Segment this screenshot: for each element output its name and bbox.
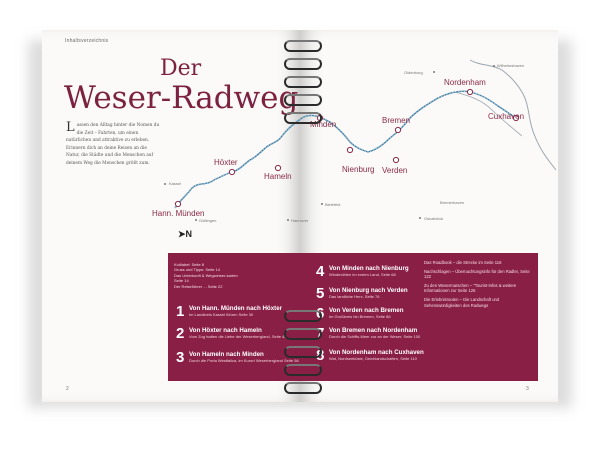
marker-verden bbox=[393, 157, 398, 162]
map-small-wilhelmshaven: Wilhelmshaven bbox=[497, 63, 525, 68]
binding-ring bbox=[284, 76, 322, 88]
map-small-oldenburg: Oldenburg bbox=[404, 70, 423, 75]
binding-ring bbox=[284, 364, 322, 376]
map-label-verden: Verden bbox=[382, 166, 408, 175]
appendix-item[interactable]: Das Roadbook – die Strecke im Seite 116 bbox=[424, 260, 502, 265]
intro-text: assen den Alltag hinter die Nomen du die Zeit – Fahrten, um einen natürlichen und attraktive zu erleben. Erinnern dich an deine Reisen an die Natur, die Städte und die Menschen auf deinem Weg die Menschen größt zum. bbox=[66, 123, 160, 166]
binding-ring bbox=[284, 94, 322, 106]
route-description: Durch die Schiffs-Meer zur an der Weser, Seite 100 bbox=[329, 334, 421, 339]
page-number-right: 3 bbox=[526, 386, 529, 392]
binding-ring bbox=[284, 112, 322, 124]
route-description: Windmühlen im ersten Land, Seite 68 bbox=[329, 272, 396, 277]
panel-intro-line: Seite 14 bbox=[174, 278, 189, 284]
drop-cap: L bbox=[66, 120, 75, 135]
appendix-item[interactable]: Nachschlagen – Übernachtungsinfo für den Radler, Seite 122 bbox=[424, 268, 530, 280]
route-description: Das landliche Herz, Seite 76 bbox=[329, 294, 380, 299]
panel-intro bbox=[174, 262, 238, 289]
map-small-bielefeld: Bielefeld bbox=[325, 202, 341, 207]
map-small-bremerhaven: Bremerhaven bbox=[440, 200, 465, 205]
route-description: Wat, Nordseeküste, Deichlandschaften, Seite 110 bbox=[329, 356, 417, 361]
panel-intro-line: Kultlabel: Seite 8 bbox=[174, 262, 205, 267]
marker-hameln bbox=[275, 165, 280, 170]
panel-intro-line: Der Reiseführer ... Seite 22 bbox=[174, 283, 223, 289]
compass-label: N bbox=[185, 229, 193, 239]
route-number: 6 bbox=[316, 305, 325, 322]
page-number-left: 2 bbox=[66, 386, 69, 392]
appendix-item[interactable]: Die Erlebnisrouten – Die Landschaft und Sehenswürdigkeiten des Radwegs bbox=[424, 296, 500, 308]
marker-nienburg bbox=[347, 147, 352, 152]
weser-river-route bbox=[175, 91, 516, 208]
route-title: Von Bremen nach Nordenham bbox=[329, 327, 418, 334]
route-description: Vom Zug hatten die Liebe der Weserbergland, Seite 42 bbox=[189, 334, 287, 339]
binding-ring bbox=[284, 58, 322, 70]
binding-ring bbox=[284, 40, 322, 52]
section-header: Inhaltsverzeichnis bbox=[65, 38, 109, 44]
map-label-minden: Minden bbox=[310, 120, 337, 129]
route-description: Im Landkreis Kassel führen Seite 30 bbox=[189, 312, 254, 317]
panel-intro-line: Gruss und Tipps: Seite 14 bbox=[174, 267, 221, 273]
map-label-nienburg: Nienburg bbox=[342, 165, 375, 174]
map-label-hann-muenden: Hann. Münden bbox=[152, 209, 205, 218]
route-title: Von Verden nach Bremen bbox=[329, 307, 404, 314]
marker-nordenham bbox=[467, 89, 472, 94]
map-small-osnabrueck: Osnabrück bbox=[424, 216, 444, 221]
route-title: Von Minden nach Nienburg bbox=[329, 265, 409, 272]
map-label-cuxhaven: Cuxhaven bbox=[488, 112, 525, 121]
appendix-item[interactable]: Zu den Wesermarschen – "Tourist-Infos & weitere Informationen zur Seite 126 bbox=[424, 282, 517, 294]
map-small-hannover: Hannover bbox=[291, 218, 309, 223]
map-label-bremen: Bremen bbox=[382, 116, 411, 125]
map-small-goettingen: Göttingen bbox=[199, 218, 217, 223]
route-number: 7 bbox=[316, 325, 325, 342]
route-number: 3 bbox=[176, 349, 185, 366]
panel-intro-line: Das Unterkunft & Wegweiser-karten bbox=[174, 272, 238, 278]
map-label-hameln: Hameln bbox=[264, 172, 292, 181]
binding-ring bbox=[284, 346, 322, 358]
route-number: 8 bbox=[316, 347, 325, 364]
marker-hoexter bbox=[229, 169, 234, 174]
binding-ring bbox=[284, 310, 322, 322]
binding-ring bbox=[284, 382, 322, 394]
binding-ring bbox=[284, 325, 325, 342]
compass-north-icon: ➤N bbox=[178, 229, 193, 239]
route-description: Durch die Porta Westfalica, im Kurort Weserbergland Seite 56 bbox=[189, 358, 299, 363]
route-title: Von Nienburg nach Verden bbox=[329, 287, 408, 294]
marker-bremen bbox=[395, 127, 400, 132]
route-title: Von Nordenham nach Cuxhaven bbox=[329, 349, 424, 356]
route-number: 4 bbox=[316, 263, 325, 280]
appendix-list bbox=[424, 260, 532, 311]
map-small-kassel: Kassel bbox=[169, 181, 182, 186]
route-title: Von Hameln nach Minden bbox=[189, 351, 264, 358]
route-number: 2 bbox=[176, 325, 185, 342]
title-small: Der bbox=[160, 56, 202, 81]
route-number: 1 bbox=[176, 303, 185, 320]
route-description: Im Großkreis hin Bremen, Seite 86 bbox=[329, 314, 391, 319]
route-number: 5 bbox=[316, 285, 325, 302]
route-title: Von Höxter nach Hameln bbox=[189, 327, 262, 334]
map-label-nordenham: Nordenham bbox=[444, 78, 486, 87]
marker-hann-muenden bbox=[175, 201, 180, 206]
page-title: Weser-Radweg bbox=[64, 80, 299, 116]
map-label-hoexter: Höxter bbox=[214, 158, 238, 167]
route-title: Von Hann. Münden nach Höxter bbox=[189, 305, 283, 312]
